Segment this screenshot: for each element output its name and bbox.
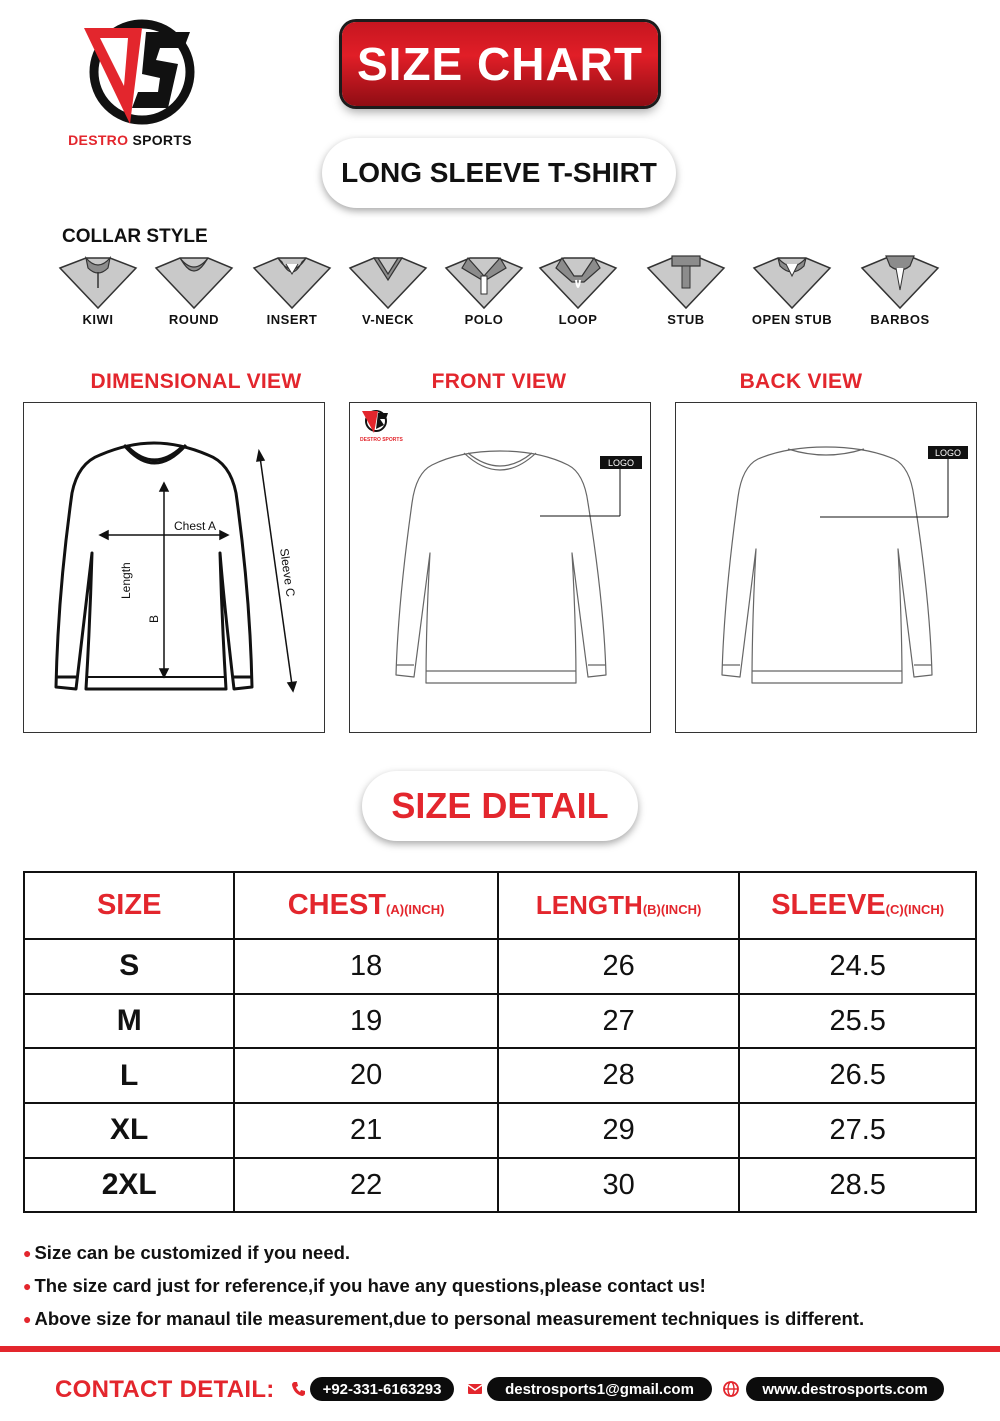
sleeve-cell: 25.5 [739,994,976,1049]
back-view-panel [675,402,977,733]
table-header-row [24,872,976,939]
website-link[interactable]: www.destrosports.com [746,1377,944,1401]
email-icon [466,1380,484,1398]
sleeve-cell: 27.5 [739,1103,976,1158]
header-sleeve-unit: (C)(INCH) [885,902,945,917]
bullet-icon: ● [23,1244,32,1261]
table-row [24,1158,976,1213]
sleeve-cell: 26.5 [739,1048,976,1103]
collar-open-stub [746,254,838,334]
sleeve-cell: 24.5 [739,939,976,994]
brand-name-black: SPORTS [128,132,192,148]
sleeve-label: Sleeve C [277,547,298,598]
header-chest [234,872,497,939]
bullet-icon: ● [23,1310,32,1327]
phone-number[interactable]: +92-331-6163293 [310,1377,454,1401]
size-chart-banner [342,22,658,106]
insert-collar-icon [250,254,334,310]
collar-polo [438,254,530,334]
size-cell: S [24,939,234,994]
footer-divider [0,1346,1000,1352]
collar-loop [532,254,624,334]
round-collar-icon [152,254,236,310]
header-chest-unit: (A)(INCH) [386,902,445,917]
collar-barbos [854,254,946,334]
back-logo-tag: LOGO [934,448,962,458]
collar-label-polo: POLO [464,312,504,327]
front-view-panel [349,402,651,733]
loop-collar-icon [536,254,620,310]
brand-name [60,132,200,148]
collar-stub [640,254,732,334]
header-size-label: SIZE [96,889,162,921]
size-cell: M [24,994,234,1049]
dimensional-shirt-drawing [24,403,323,731]
globe-icon [722,1380,740,1398]
collar-style-row [52,254,952,334]
table-row [24,1048,976,1103]
length-label: Length [119,562,133,599]
collar-label-kiwi: KIWI [82,312,114,327]
vneck-collar-icon [346,254,430,310]
length-cell: 27 [498,994,740,1049]
chest-label: Chest A [174,519,217,533]
collar-label-insert: INSERT [266,312,318,327]
mini-logo-icon [362,411,388,433]
front-logo-tag: LOGO [607,458,635,468]
collar-label-vneck: V-NECK [361,312,415,327]
chest-cell: 22 [234,1158,497,1213]
header-sleeve [739,872,976,939]
sleeve-cell: 28.5 [739,1158,976,1213]
table-row [24,994,976,1049]
note-text: Above size for manaul tile measurement,due to personal measurement techniques is different. [34,1307,865,1329]
dimensional-view-panel [23,402,325,733]
size-cell: L [24,1048,234,1103]
collar-label-round: ROUND [168,312,220,327]
length-cell: 29 [498,1103,740,1158]
back-shirt-drawing [676,403,975,731]
bullet-icon: ● [23,1277,32,1294]
header-size [24,872,234,939]
back-view-title: BACK VIEW [739,370,863,393]
contact-title: CONTACT DETAIL: [55,1376,275,1403]
notes-list [23,1236,983,1335]
note-item [23,1302,983,1335]
size-cell: XL [24,1103,234,1158]
chest-cell: 20 [234,1048,497,1103]
collar-kiwi [52,254,144,334]
note-text: The size card just for reference,if you have any questions,please contact us! [34,1274,706,1296]
header-length-unit: (B)(INCH) [642,902,702,917]
size-detail-title: SIZE DETAIL [362,771,638,841]
collar-label-barbos: BARBOS [870,312,930,327]
collar-vneck [342,254,434,334]
length-cell: 28 [498,1048,740,1103]
product-title: LONG SLEEVE T-SHIRT [322,138,676,208]
mini-brand-text: DESTRO SPORTS [360,437,403,443]
phone-icon [290,1380,308,1398]
dimensional-view-title: DIMENSIONAL VIEW [90,370,302,393]
front-view-title: FRONT VIEW [431,370,567,393]
collar-style-title: COLLAR STYLE [62,226,208,247]
kiwi-collar-icon [56,254,140,310]
collar-round [148,254,240,334]
note-item [23,1269,983,1302]
open-stub-collar-icon [750,254,834,310]
note-item [23,1236,983,1269]
header-sleeve-label: SLEEVE [771,889,886,921]
barbos-collar-icon [858,254,942,310]
collar-insert [246,254,338,334]
chest-cell: 19 [234,994,497,1049]
length-cell: 26 [498,939,740,994]
note-text: Size can be customized if you need. [34,1241,351,1263]
table-row [24,939,976,994]
collar-label-stub: STUB [667,312,705,327]
chest-cell: 21 [234,1103,497,1158]
chest-cell: 18 [234,939,497,994]
collar-label-open-stub: OPEN STUB [751,312,833,327]
front-shirt-drawing [350,403,649,731]
collar-label-loop: LOOP [558,312,598,327]
page-title: SIZE CHART [357,38,643,90]
polo-collar-icon [442,254,526,310]
length-letter-label: B [147,614,161,623]
header-length [498,872,740,939]
header-length-label: LENGTH [535,890,643,920]
length-cell: 30 [498,1158,740,1213]
size-table [23,871,977,1213]
email-address[interactable]: destrosports1@gmail.com [487,1377,712,1401]
brand-name-red: DESTRO [68,132,129,148]
table-row [24,1103,976,1158]
header-chest-label: CHEST [287,889,387,921]
size-cell: 2XL [24,1158,234,1213]
stub-collar-icon [644,254,728,310]
